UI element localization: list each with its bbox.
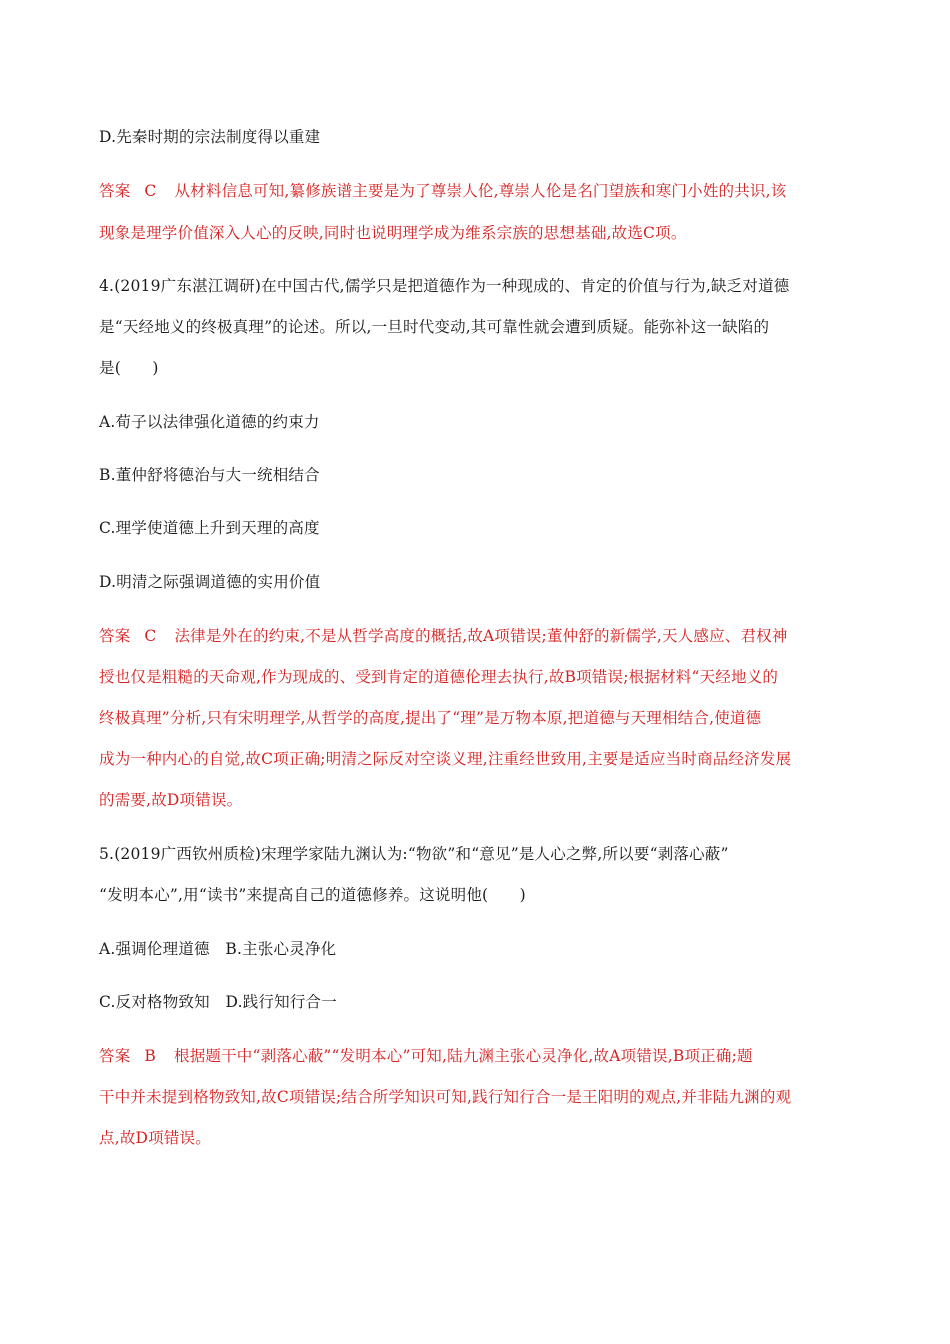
q4-stem-line-1: 4.(2019广东湛江调研)在中国古代,儒学只是把道德作为一种现成的、肯定的价值与行为,缺乏对道德: [99, 277, 790, 295]
q3-answer-line-1: [99, 180, 786, 202]
q5-stem-line-2: “发明本心”,用“读书”来提高自己的道德修养。这说明他( ): [99, 886, 526, 904]
answer-key: B: [144, 1047, 156, 1065]
answer-key: C: [144, 182, 157, 200]
answer-label: 答案: [99, 182, 131, 200]
q4-answer-line-2: 授也仅是粗糙的天命观,作为现成的、受到肯定的道德伦理去执行,故B项错误;根据材料“天经地义的: [99, 668, 779, 686]
q4-option-b: B.董仲舒将德治与大一统相结合: [99, 466, 320, 484]
q4-answer-line-1: [99, 625, 788, 647]
q5-options-cd: C.反对格物致知 D.践行知行合一: [99, 993, 337, 1011]
q4-answer-line-4: 成为一种内心的自觉,故C项正确;明清之际反对空谈义理,注重经世致用,主要是适应当时商品经济发展: [99, 750, 792, 768]
q4-option-c: C.理学使道德上升到天理的高度: [99, 519, 320, 537]
answer-text: 根据题干中“剥落心蔽”“发明本心”可知,陆九渊主张心灵净化,故A项错误,B项正确;题: [174, 1047, 753, 1065]
q5-stem-line-1: 5.(2019广西钦州质检)宋理学家陆九渊认为:“物欲”和“意见”是人心之弊,所以要“剥落心蔽”: [99, 845, 729, 863]
q4-option-d: D.明清之际强调道德的实用价值: [99, 573, 321, 591]
q5-answer-line-3: 点,故D项错误。: [99, 1129, 211, 1147]
answer-key: C: [144, 627, 157, 645]
q3-answer-line-2: 现象是理学价值深入人心的反映,同时也说明理学成为维系宗族的思想基础,故选C项。: [99, 224, 687, 242]
answer-text: 从材料信息可知,纂修族谱主要是为了尊崇人伦,尊崇人伦是名门望族和寒门小姓的共识,该: [174, 182, 787, 200]
q4-stem-line-3: 是( ): [99, 359, 159, 377]
q4-answer-line-5: 的需要,故D项错误。: [99, 791, 243, 809]
answer-label: 答案: [99, 627, 131, 645]
q5-answer-line-2: 干中并未提到格物致知,故C项错误;结合所学知识可知,践行知行合一是王阳明的观点,并非陆九渊的观: [99, 1088, 792, 1106]
q4-answer-line-3: 终极真理”分析,只有宋明理学,从哲学的高度,提出了“理”是万物本原,把道德与天理相结合,使道德: [99, 709, 762, 727]
q4-stem-line-2: 是“天经地义的终极真理”的论述。所以,一旦时代变动,其可靠性就会遭到质疑。能弥补这一缺陷的: [99, 318, 770, 336]
answer-text: 法律是外在的约束,不是从哲学高度的概括,故A项错误;董仲舒的新儒学,天人感应、君权神: [174, 627, 788, 645]
q5-options-ab: A.强调伦理道德 B.主张心灵净化: [99, 940, 337, 958]
q3-option-d: D.先秦时期的宗法制度得以重建: [99, 128, 321, 146]
q4-option-a: A.荀子以法律强化道德的约束力: [99, 413, 320, 431]
answer-label: 答案: [99, 1047, 131, 1065]
q5-answer-line-1: [99, 1045, 753, 1067]
